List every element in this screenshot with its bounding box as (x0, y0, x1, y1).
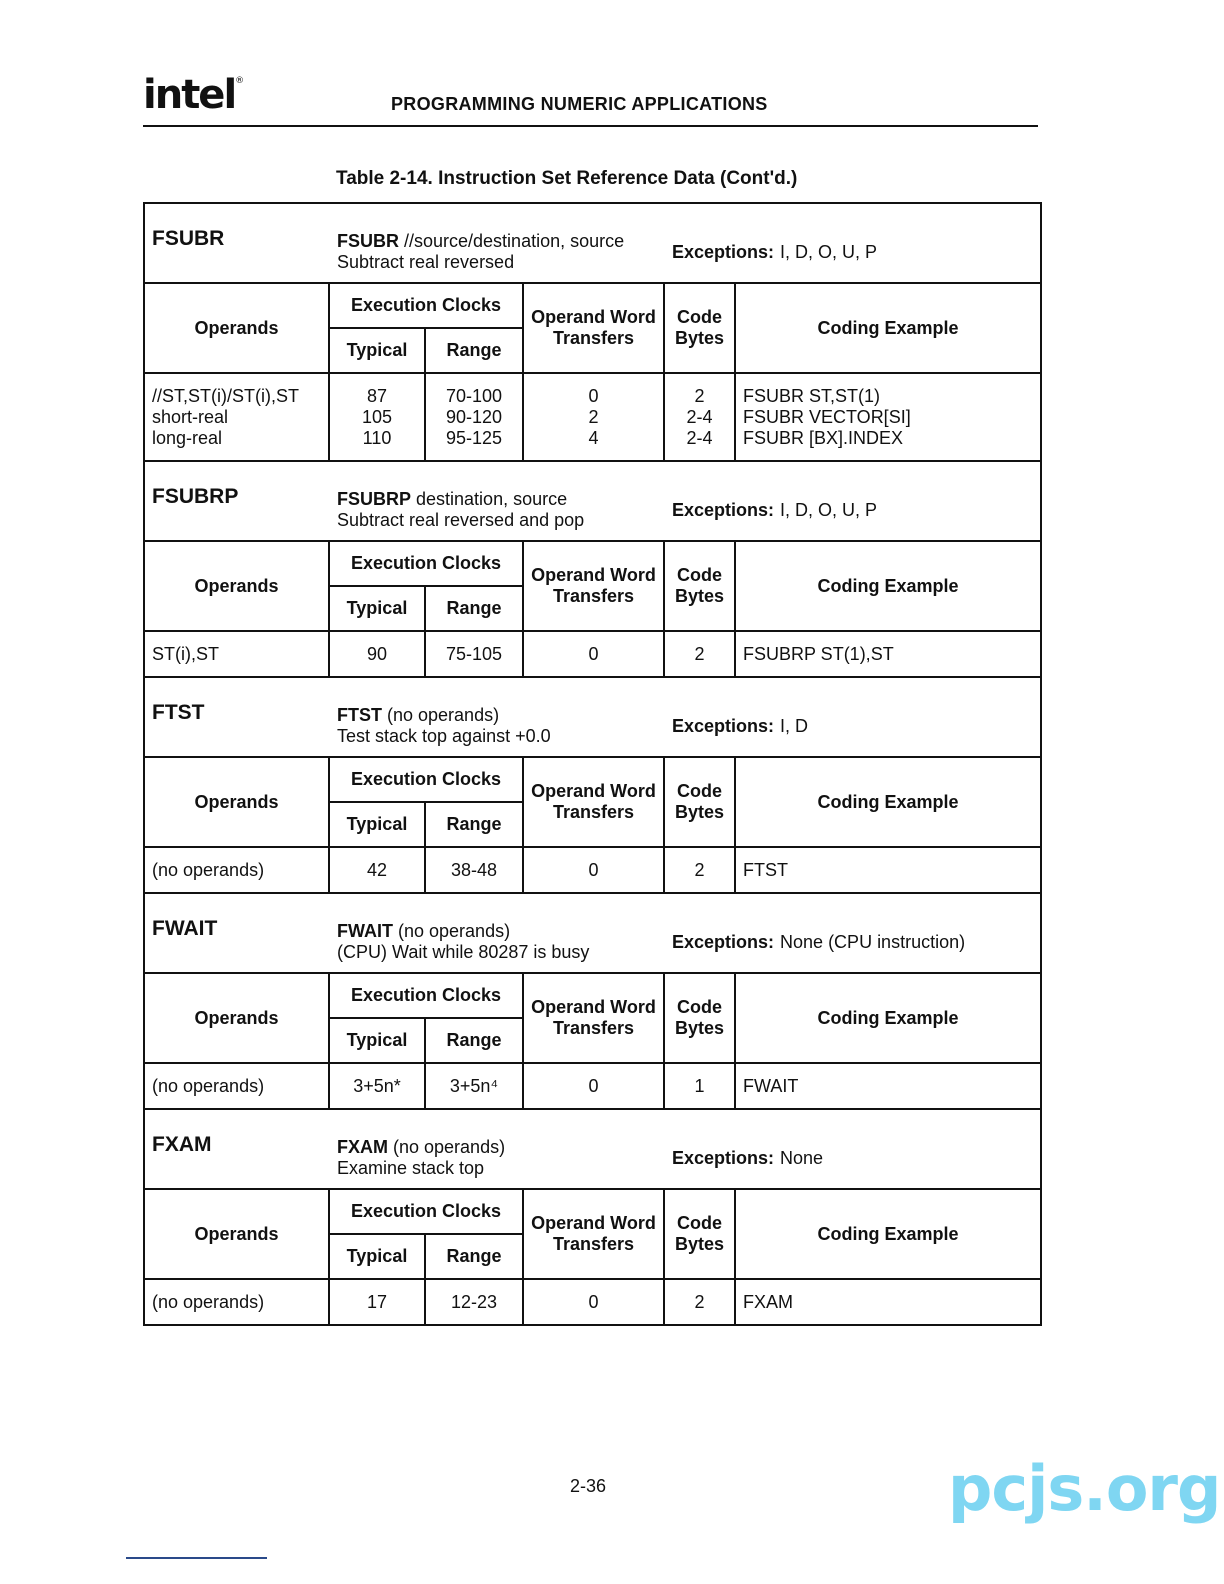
description-text: Subtract real reversed (337, 252, 515, 272)
transfers-label: Transfers (552, 1018, 635, 1038)
transfers-cell-line: 4 (588, 427, 599, 448)
transfers-cell (523, 373, 664, 461)
range-cell-line: 3+5n⁴ (449, 1075, 499, 1096)
typical-label: Typical (346, 814, 408, 834)
coding-example-label: Coding Example (817, 791, 959, 812)
bytes-label: Bytes (674, 802, 725, 822)
operands-cell (144, 1279, 329, 1325)
syntax-operands: (no operands) (382, 705, 500, 725)
instruction-summary-inner (145, 1110, 1040, 1188)
range-cell-lines (433, 860, 515, 881)
header-rule (143, 125, 1038, 127)
execution-clocks-label: Execution Clocks (350, 985, 502, 1005)
exceptions-label: Exceptions: (672, 242, 775, 262)
instruction-row (144, 203, 1041, 283)
transfers-cell-line: 0 (588, 643, 599, 664)
instruction-mnemonic: FSUBR (152, 227, 225, 250)
transfers-cell (523, 631, 664, 677)
transfers-label: Transfers (552, 328, 635, 348)
operands-cell-line: ST(i),ST (152, 643, 219, 664)
bytes-cell (664, 1279, 735, 1325)
code-bytes-header (664, 1189, 735, 1279)
operand-word-label: Operand Word (531, 307, 656, 327)
typical-cell-line: 17 (366, 1291, 388, 1312)
bytes-cell-line: 2 (694, 643, 705, 664)
operands-cell-line: long-real (152, 427, 223, 448)
exceptions-value: None (CPU instruction) (780, 932, 966, 952)
typical-header (329, 1018, 425, 1063)
operand-word-header (523, 283, 664, 373)
transfers-cell-line: 0 (588, 1075, 599, 1096)
exceptions (672, 500, 877, 521)
syntax-mnemonic: FWAIT (337, 921, 393, 941)
transfers-cell-lines (531, 1076, 656, 1097)
instruction-description (337, 705, 551, 747)
execution-clocks-label: Execution Clocks (350, 553, 502, 573)
coding-example-label: Coding Example (817, 1223, 959, 1244)
range-cell-line: 90-120 (445, 406, 503, 427)
page-header-title: PROGRAMMING NUMERIC APPLICATIONS (391, 94, 768, 114)
execution-clocks-label: Execution Clocks (350, 769, 502, 789)
transfers-cell-line: 2 (588, 406, 599, 427)
column-header-row (144, 1189, 1041, 1234)
syntax-mnemonic: FSUBR (337, 231, 399, 251)
operands-cell (144, 1063, 329, 1109)
bytes-label: Bytes (674, 328, 725, 348)
transfers-label: Transfers (552, 586, 635, 606)
example-cell (735, 1279, 1041, 1325)
syntax-operands: (no operands) (393, 921, 511, 941)
syntax-operands: (no operands) (388, 1137, 506, 1157)
table-row (144, 1279, 1041, 1325)
typical-cell (329, 631, 425, 677)
bytes-cell-lines (672, 644, 727, 665)
range-cell-lines (433, 1076, 515, 1097)
exceptions-value: None (780, 1148, 824, 1168)
typical-cell (329, 847, 425, 893)
bytes-cell-lines (672, 1076, 727, 1097)
transfers-cell-line: 0 (588, 1291, 599, 1312)
instruction-description (337, 1137, 505, 1179)
operands-cell-lines (152, 1076, 321, 1097)
exceptions (672, 932, 965, 953)
operands-header (144, 973, 329, 1063)
bytes-cell (664, 631, 735, 677)
range-cell (425, 1063, 523, 1109)
range-label: Range (446, 598, 502, 618)
range-cell-line: 70-100 (445, 385, 503, 406)
typical-label: Typical (346, 340, 408, 360)
range-cell-lines (433, 1292, 515, 1313)
instruction-summary-inner (145, 894, 1040, 972)
transfers-label: Transfers (552, 802, 635, 822)
column-header-row (144, 283, 1041, 328)
description-text: (CPU) Wait while 80287 is busy (337, 942, 590, 962)
syntax-line (337, 921, 589, 942)
code-bytes-header (664, 757, 735, 847)
code-label: Code (677, 1213, 722, 1233)
instruction-description (337, 921, 589, 963)
watermark: pcjs.org (948, 1452, 1221, 1525)
operands-cell-lines (152, 1292, 321, 1313)
bytes-cell-lines (672, 1292, 727, 1313)
syntax-mnemonic: FSUBRP (337, 489, 412, 509)
table-title: Table 2-14. Instruction Set Reference Data (Cont'd.) (336, 168, 798, 189)
bytes-cell (664, 373, 735, 461)
instruction-summary (144, 677, 1041, 757)
example-cell (735, 373, 1041, 461)
range-cell-line: 75-105 (445, 643, 503, 664)
typical-cell (329, 1063, 425, 1109)
table-row (144, 631, 1041, 677)
execution-clocks-header (329, 973, 523, 1018)
operands-cell (144, 631, 329, 677)
syntax-line (337, 705, 551, 726)
range-cell-lines (433, 644, 515, 665)
range-cell (425, 373, 523, 461)
example-cell-line: FXAM (743, 1291, 794, 1312)
column-header-row (144, 541, 1041, 586)
operand-word-header (523, 757, 664, 847)
footer-rule (126, 1557, 267, 1559)
page-number: 2-36 (570, 1476, 607, 1496)
example-cell-lines (743, 386, 1033, 449)
operand-word-header (523, 1189, 664, 1279)
intel-logo: intel® (143, 72, 245, 118)
bytes-cell-line: 2 (694, 385, 705, 406)
exceptions (672, 242, 877, 263)
typical-label: Typical (346, 1030, 408, 1050)
column-header-row (144, 757, 1041, 802)
exceptions-label: Exceptions: (672, 1148, 775, 1168)
bytes-cell-line: 2 (694, 1291, 705, 1312)
instruction-row (144, 893, 1041, 973)
exceptions-label: Exceptions: (672, 716, 775, 736)
transfers-cell-lines (531, 386, 656, 449)
operands-cell-line: (no operands) (152, 1291, 265, 1312)
operands-header-label: Operands (194, 575, 279, 596)
range-label: Range (446, 814, 502, 834)
code-label: Code (677, 997, 722, 1017)
operands-header-label: Operands (194, 1223, 279, 1244)
instruction-row (144, 1109, 1041, 1189)
operands-cell-line: (no operands) (152, 1075, 265, 1096)
description-text: Examine stack top (337, 1158, 485, 1178)
instruction-mnemonic: FTST (152, 701, 205, 724)
typical-cell-lines (337, 860, 417, 881)
bytes-cell-line: 2 (694, 859, 705, 880)
operand-word-header (523, 541, 664, 631)
description-text: Subtract real reversed and pop (337, 510, 585, 530)
range-cell-lines (433, 386, 515, 449)
typical-header (329, 586, 425, 631)
instruction-summary (144, 893, 1041, 973)
example-cell-lines (743, 644, 1033, 665)
instruction-reference-table (143, 202, 1042, 1326)
coding-example-header (735, 283, 1041, 373)
range-header (425, 1018, 523, 1063)
typical-cell-lines (337, 1292, 417, 1313)
instruction-summary-inner (145, 678, 1040, 756)
syntax-line (337, 231, 624, 252)
operands-header-label: Operands (194, 1007, 279, 1028)
bytes-label: Bytes (674, 1018, 725, 1038)
bytes-cell (664, 847, 735, 893)
operands-header (144, 541, 329, 631)
syntax-operands: destination, source (411, 489, 568, 509)
syntax-operands: //source/destination, source (399, 231, 625, 251)
typical-header (329, 802, 425, 847)
example-cell-lines (743, 860, 1033, 881)
typical-cell (329, 373, 425, 461)
instruction-summary (144, 461, 1041, 541)
operands-header (144, 1189, 329, 1279)
typical-cell-line: 42 (366, 859, 388, 880)
bytes-cell-line: 1 (694, 1075, 705, 1096)
instruction-mnemonic: FXAM (152, 1133, 212, 1156)
typical-cell-line: 105 (361, 406, 393, 427)
operands-cell-lines (152, 860, 321, 881)
table-row (144, 1063, 1041, 1109)
coding-example-header (735, 973, 1041, 1063)
typical-cell-line: 3+5n* (353, 1075, 401, 1096)
example-cell (735, 847, 1041, 893)
range-cell-line: 12-23 (450, 1291, 498, 1312)
code-label: Code (677, 781, 722, 801)
coding-example-label: Coding Example (817, 575, 959, 596)
operand-word-label: Operand Word (531, 781, 656, 801)
syntax-mnemonic: FXAM (337, 1137, 388, 1157)
range-header (425, 586, 523, 631)
example-cell-line: FSUBR [BX].INDEX (743, 427, 904, 448)
instruction-mnemonic: FWAIT (152, 917, 218, 940)
execution-clocks-label: Execution Clocks (350, 1201, 502, 1221)
code-bytes-header (664, 541, 735, 631)
bytes-label: Bytes (674, 1234, 725, 1254)
bytes-cell-lines (672, 386, 727, 449)
example-cell-line: FSUBR ST,ST(1) (743, 385, 881, 406)
operands-cell-lines (152, 644, 321, 665)
range-header (425, 1234, 523, 1279)
execution-clocks-header (329, 757, 523, 802)
range-header (425, 802, 523, 847)
operands-header-label: Operands (194, 317, 279, 338)
operand-word-header (523, 973, 664, 1063)
code-label: Code (677, 307, 722, 327)
instruction-summary (144, 203, 1041, 283)
instruction-row (144, 461, 1041, 541)
range-cell (425, 631, 523, 677)
instruction-description (337, 231, 624, 273)
execution-clocks-header (329, 283, 523, 328)
exceptions-value: I, D, O, U, P (780, 500, 878, 520)
exceptions-label: Exceptions: (672, 500, 775, 520)
range-label: Range (446, 1246, 502, 1266)
bytes-cell-line: 2-4 (686, 406, 713, 427)
range-cell (425, 847, 523, 893)
typical-header (329, 1234, 425, 1279)
execution-clocks-header (329, 1189, 523, 1234)
operands-cell-line: (no operands) (152, 859, 265, 880)
bytes-cell (664, 1063, 735, 1109)
instruction-summary-inner (145, 204, 1040, 282)
coding-example-header (735, 1189, 1041, 1279)
column-header-row (144, 973, 1041, 1018)
operands-header (144, 757, 329, 847)
operands-cell-line: //ST,ST(i)/ST(i),ST (152, 385, 299, 406)
syntax-line (337, 489, 584, 510)
coding-example-header (735, 541, 1041, 631)
execution-clocks-header (329, 541, 523, 586)
code-bytes-header (664, 283, 735, 373)
execution-clocks-label: Execution Clocks (350, 295, 502, 315)
exceptions (672, 1148, 823, 1169)
operand-word-label: Operand Word (531, 997, 656, 1017)
table-row (144, 373, 1041, 461)
range-label: Range (446, 1030, 502, 1050)
typical-cell (329, 1279, 425, 1325)
typical-label: Typical (346, 598, 408, 618)
example-cell-line: FSUBR VECTOR[SI] (743, 406, 911, 427)
coding-example-label: Coding Example (817, 317, 959, 338)
description-text: Test stack top against +0.0 (337, 726, 551, 746)
operands-cell (144, 373, 329, 461)
operands-header (144, 283, 329, 373)
typical-cell-line: 110 (362, 427, 392, 448)
typical-cell-lines (337, 1076, 417, 1097)
example-cell-lines (743, 1292, 1033, 1313)
transfers-cell-lines (531, 860, 656, 881)
example-cell (735, 631, 1041, 677)
bytes-label: Bytes (674, 586, 725, 606)
instruction-mnemonic: FSUBRP (152, 485, 239, 508)
transfers-label: Transfers (552, 1234, 635, 1254)
range-cell (425, 1279, 523, 1325)
typical-cell-lines (337, 386, 417, 449)
example-cell-line: FTST (743, 859, 788, 880)
instruction-summary-inner (145, 462, 1040, 540)
operands-header-label: Operands (194, 791, 279, 812)
range-cell-line: 38-48 (450, 859, 498, 880)
instruction-description (337, 489, 584, 531)
operands-cell (144, 847, 329, 893)
typical-header (329, 328, 425, 373)
example-cell-line: FSUBRP ST(1),ST (743, 643, 894, 664)
instruction-summary (144, 1109, 1041, 1189)
bytes-cell-lines (672, 860, 727, 881)
typical-cell-line: 90 (366, 643, 388, 664)
exceptions-label: Exceptions: (672, 932, 775, 952)
typical-cell-lines (337, 644, 417, 665)
coding-example-label: Coding Example (817, 1007, 959, 1028)
operands-cell-line: short-real (152, 406, 229, 427)
example-cell-line: FWAIT (743, 1075, 799, 1096)
registered-mark: ® (235, 76, 245, 86)
exceptions-value: I, D (780, 716, 809, 736)
transfers-cell-line: 0 (588, 385, 599, 406)
transfers-cell-lines (531, 1292, 656, 1313)
example-cell (735, 1063, 1041, 1109)
code-bytes-header (664, 973, 735, 1063)
bytes-cell-line: 2-4 (686, 427, 713, 448)
range-cell-line: 95-125 (445, 427, 503, 448)
range-label: Range (446, 340, 502, 360)
operand-word-label: Operand Word (531, 565, 656, 585)
operand-word-label: Operand Word (531, 1213, 656, 1233)
exceptions-value: I, D, O, U, P (780, 242, 878, 262)
example-cell-lines (743, 1076, 1033, 1097)
coding-example-header (735, 757, 1041, 847)
transfers-cell (523, 1063, 664, 1109)
range-header (425, 328, 523, 373)
operands-cell-lines (152, 386, 321, 449)
code-label: Code (677, 565, 722, 585)
syntax-line (337, 1137, 505, 1158)
table-row (144, 847, 1041, 893)
typical-label: Typical (346, 1246, 408, 1266)
syntax-mnemonic: FTST (337, 705, 382, 725)
transfers-cell (523, 1279, 664, 1325)
typical-cell-line: 87 (366, 385, 388, 406)
instruction-row (144, 677, 1041, 757)
exceptions (672, 716, 808, 737)
transfers-cell-lines (531, 644, 656, 665)
transfers-cell (523, 847, 664, 893)
transfers-cell-line: 0 (588, 859, 599, 880)
